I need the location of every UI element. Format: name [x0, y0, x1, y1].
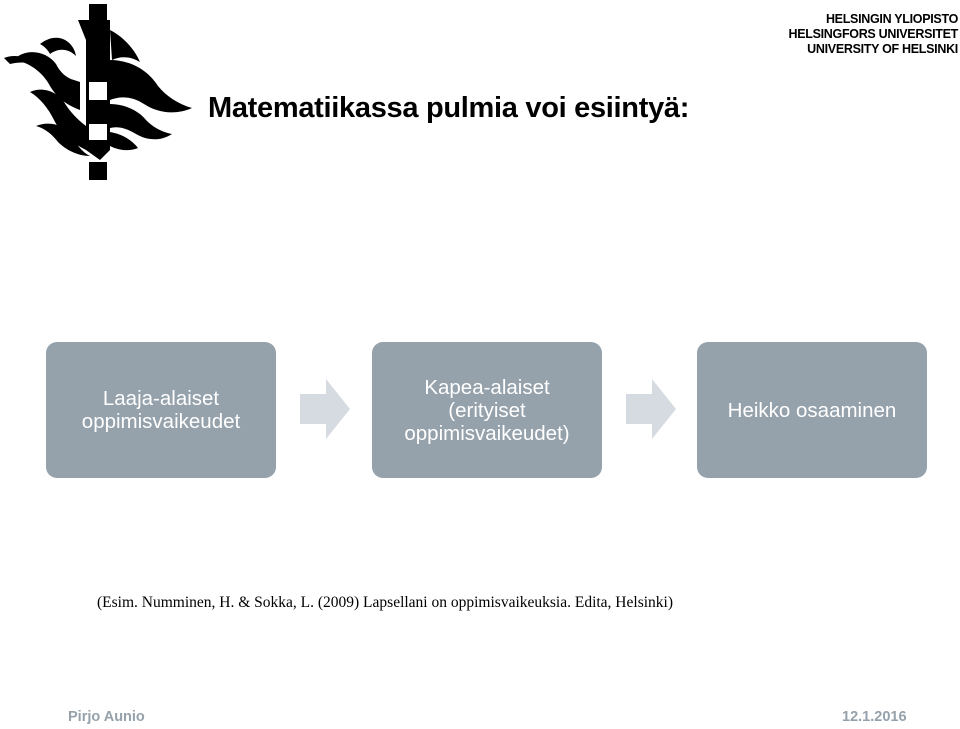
university-flame-logo [0, 0, 200, 190]
footer-author: Pirjo Aunio [68, 709, 145, 725]
step-box-2 [372, 342, 602, 478]
step-1-line-2: oppimisvaikeudet [81, 410, 241, 433]
reference-text: (Esim. Numminen, H. & Sokka, L. (2009) Lapsellani on oppimisvaikeuksia. Edita, Helsinki) [97, 594, 673, 611]
step-2-line-2: (erityiset [448, 398, 526, 422]
university-names [788, 12, 958, 57]
university-name-sv: HELSINGFORS UNIVERSITET [788, 27, 958, 41]
step-3-line-1: Heikko osaaminen [727, 398, 897, 422]
footer-date: 12.1.2016 [842, 709, 907, 725]
step-2-line-1: Kapea-alaiset [424, 375, 550, 399]
slide-title: Matematiikassa pulmia voi esiintyä: [208, 92, 690, 124]
step-box-3 [697, 342, 927, 478]
university-name-fi: HELSINGIN YLIOPISTO [825, 12, 958, 26]
step-1-line-1: Laaja-alaiset [102, 387, 220, 410]
right-arrow-icon [626, 379, 676, 439]
right-arrow-icon [300, 379, 350, 439]
university-name-en: UNIVERSITY OF HELSINKI [807, 42, 958, 56]
step-2-line-3: oppimisvaikeudet) [404, 421, 570, 445]
step-box-1 [46, 342, 276, 478]
